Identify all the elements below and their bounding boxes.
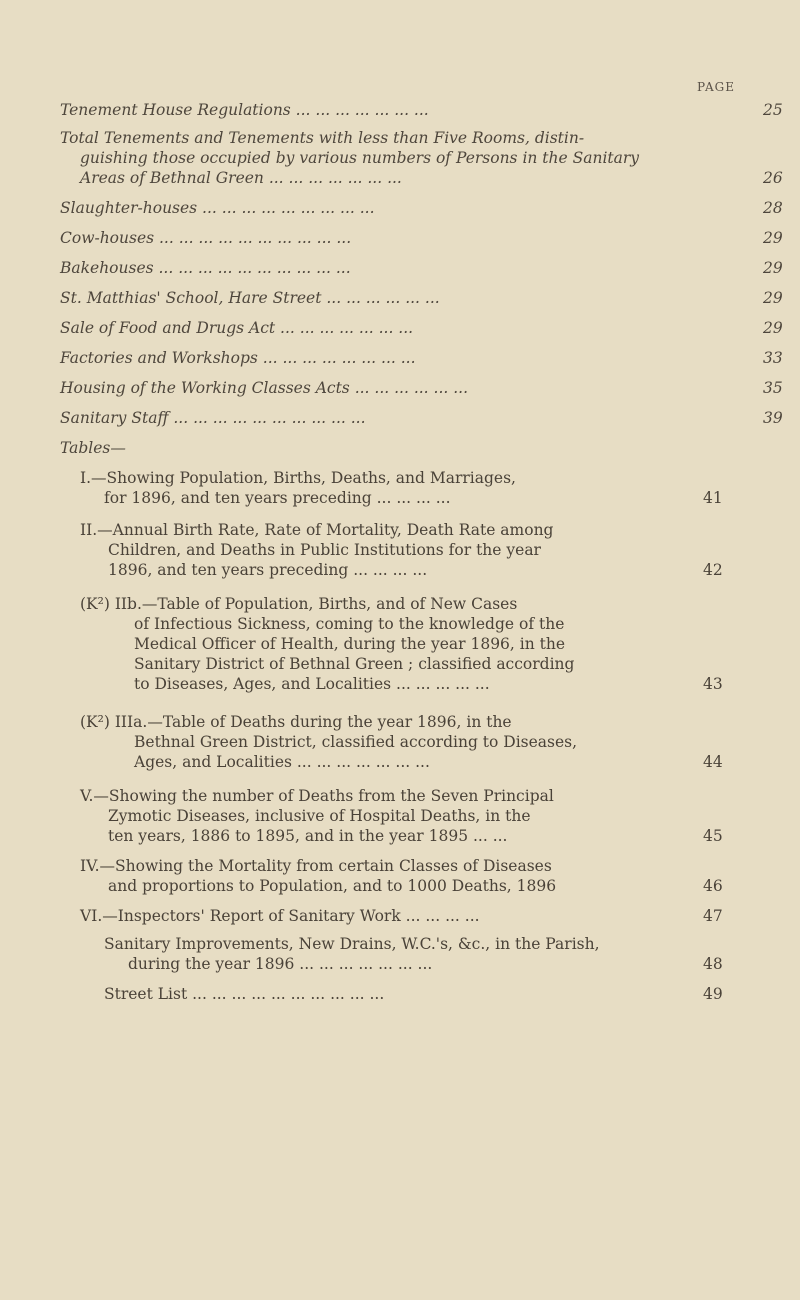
entry-line: Total Tenements and Tenements with less than Five Rooms, distin- (60, 129, 585, 147)
entry-line: ten years, 1886 to 1895, and in the year 1895 ... ... (108, 827, 508, 845)
entry-line: Children, and Deaths in Public Institutions for the year (108, 541, 541, 559)
entry-line: II.—Annual Birth Rate, Rate of Mortality, Death Rate among (80, 521, 554, 539)
entry-line: (K²) IIIa.—Table of Deaths during the year 1896, in the (80, 713, 512, 731)
entry-line: IV.—Showing the Mortality from certain Classes of Diseases (80, 857, 552, 875)
entry-page: 29 (763, 259, 783, 277)
entry-line: during the year 1896 ... ... ... ... ... ... ... (128, 955, 433, 973)
entry-line: to Diseases, Ages, and Localities ... ... ... ... ... (134, 675, 490, 693)
entry-line: for 1896, and ten years preceding ... ... ... ... (104, 489, 451, 507)
toc-entry-st-matthias-school (60, 288, 783, 308)
entry-line: guishing those occupied by various numbers of Persons in the Sanitary (80, 149, 640, 167)
table-entry-ii (80, 520, 750, 580)
entry-title: Tenement House Regulations ... ... ... ... ... ... ... (60, 101, 429, 119)
entry-line: of Infectious Sickness, coming to the knowledge of the (134, 615, 565, 633)
entry-page: 49 (703, 985, 723, 1003)
entry-title: Cow-houses ... ... ... ... ... ... ... ... ... ... (60, 229, 352, 247)
table-entry-i (80, 468, 750, 508)
table-entry-iiia (80, 712, 750, 772)
entry-line: Areas of Bethnal Green ... ... ... ... ... ... ... (80, 169, 402, 187)
entry-page: 25 (763, 101, 783, 119)
toc-entry-housing-acts (60, 378, 783, 398)
entry-title: Slaughter-houses ... ... ... ... ... ... ... ... ... (60, 199, 375, 217)
toc-entry-sanitary-staff (60, 408, 783, 428)
entry-line: Sanitary Improvements, New Drains, W.C.'s, &c., in the Parish, (104, 935, 600, 953)
entry-page: 39 (763, 409, 783, 427)
table-entry-iib (80, 594, 750, 694)
entry-page: 47 (703, 907, 723, 925)
toc-entry-sale-of-food (60, 318, 783, 338)
entry-page: 43 (703, 675, 723, 693)
toc-entry-slaughter-houses (60, 198, 783, 218)
entry-page: 46 (703, 877, 723, 895)
tables-heading: Tables— (60, 439, 126, 457)
table-entry-vi (80, 906, 750, 926)
entry-title: Sale of Food and Drugs Act ... ... ... ... ... ... ... (60, 319, 414, 337)
table-entry-street-list (104, 984, 750, 1004)
table-entry-iv (80, 856, 750, 896)
entry-line: I.—Showing Population, Births, Deaths, and Marriages, (80, 469, 516, 487)
entry-page: 33 (763, 349, 783, 367)
toc-entry-tenement-regulations (60, 100, 783, 120)
entry-page: 28 (763, 199, 783, 217)
toc-entry-total-tenements (60, 128, 783, 188)
entry-title: Factories and Workshops ... ... ... ... ... ... ... ... (60, 349, 416, 367)
entry-line: Medical Officer of Health, during the year 1896, in the (134, 635, 566, 653)
entry-line: Ages, and Localities ... ... ... ... ... ... ... (134, 753, 430, 771)
entry-line: 1896, and ten years preceding ... ... ... ... (108, 561, 428, 579)
entry-line: VI.—Inspectors' Report of Sanitary Work ... ... ... ... (80, 907, 480, 925)
page-column-header: PAGE (697, 80, 735, 94)
table-entry-sanitary-improvements (104, 934, 750, 974)
entry-title: St. Matthias' School, Hare Street ... ... ... ... ... ... (60, 289, 440, 307)
entry-title: Housing of the Working Classes Acts ... ... ... ... ... ... (60, 379, 469, 397)
entry-title: Sanitary Staff ... ... ... ... ... ... ... ... ... ... (60, 409, 366, 427)
entry-line: Sanitary District of Bethnal Green ; classified according (134, 655, 575, 673)
entry-page: 42 (703, 561, 723, 579)
entry-page: 48 (703, 955, 723, 973)
table-entry-v (80, 786, 750, 846)
entry-line: Zymotic Diseases, inclusive of Hospital Deaths, in the (108, 807, 531, 825)
entry-page: 29 (763, 229, 783, 247)
entry-page: 26 (763, 169, 783, 187)
entry-line: (K²) IIb.—Table of Population, Births, and of New Cases (80, 595, 518, 613)
entry-line: and proportions to Population, and to 1000 Deaths, 1896 (108, 877, 557, 895)
entry-page: 45 (703, 827, 723, 845)
entry-line: Street List ... ... ... ... ... ... ... ... ... ... (104, 985, 385, 1003)
entry-title: Bakehouses ... ... ... ... ... ... ... ... ... ... (60, 259, 351, 277)
toc-entry-factories (60, 348, 783, 368)
toc-entry-cow-houses (60, 228, 783, 248)
entry-page: 29 (763, 319, 783, 337)
entry-line: Bethnal Green District, classified according to Diseases, (134, 733, 578, 751)
entry-page: 35 (763, 379, 783, 397)
entry-line: V.—Showing the number of Deaths from the Seven Principal (80, 787, 554, 805)
entry-page: 44 (703, 753, 723, 771)
entry-page: 29 (763, 289, 783, 307)
toc-entry-bakehouses (60, 258, 783, 278)
entry-page: 41 (703, 489, 723, 507)
